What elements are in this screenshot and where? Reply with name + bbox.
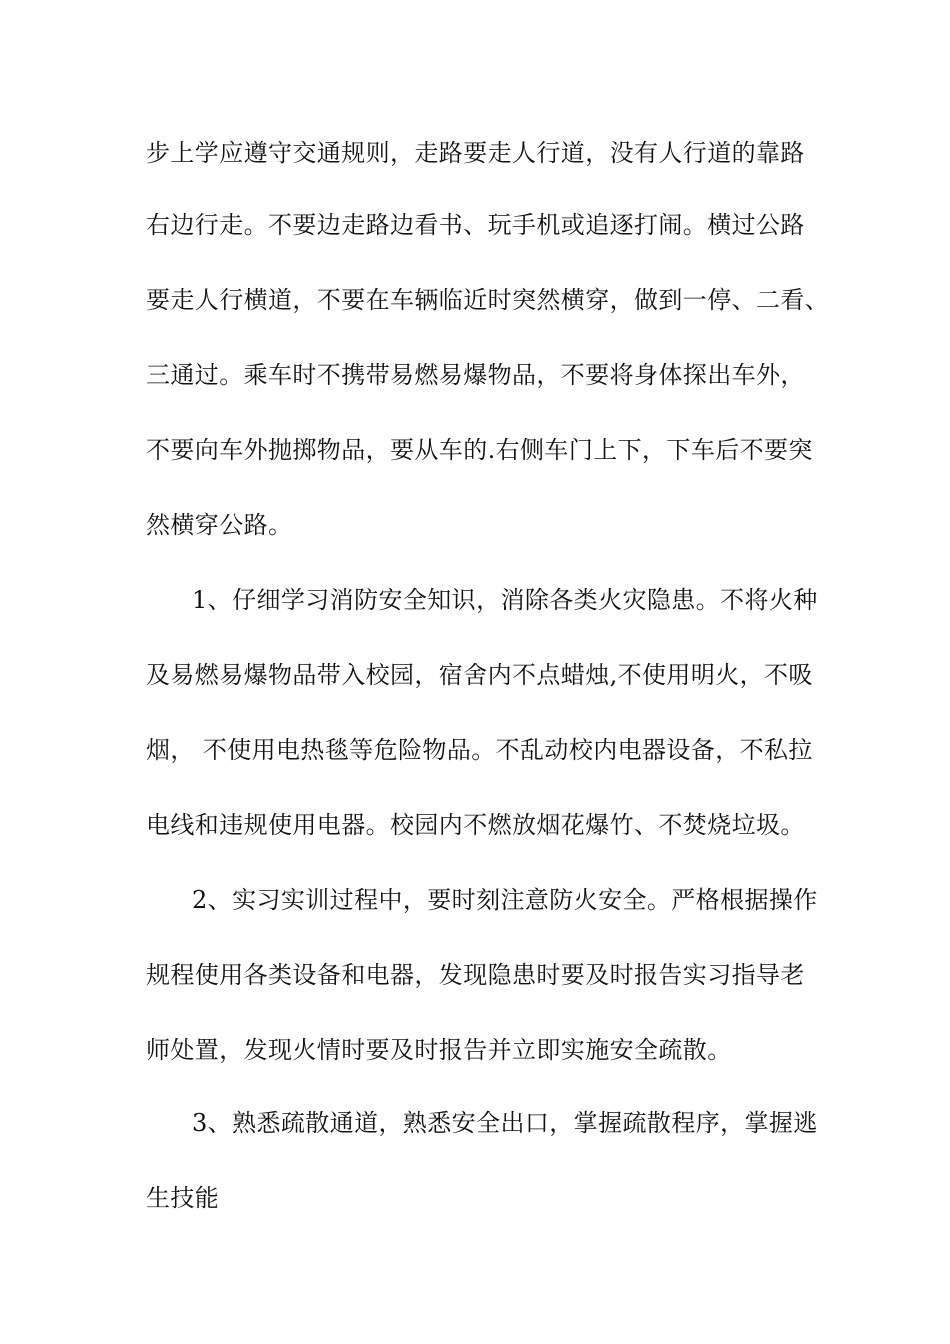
text-line: 及易燃易爆物品带入校园，宿舍内不点蜡烛,不使用明火，不吸 [146, 661, 813, 689]
text-line: 步上学应遵守交通规则，走路要走人行道，没有人行道的靠路 [146, 139, 805, 167]
text-line: 规程使用各类设备和电器，发现隐患时要及时报告实习指导老 [146, 961, 805, 989]
text-line: 烟， 不使用电热毯等危险物品。不乱动校内电器设备，不私拉 [146, 736, 813, 764]
text-line: 要走人行横道，不要在车辆临近时突然横穿，做到一停、二看、 [146, 286, 830, 314]
text-line: 然横穿公路。 [146, 511, 293, 539]
paragraph-start-line: 2、实习实训过程中，要时刻注意防火安全。严格根据操作 [192, 886, 818, 914]
text-line: 右边行走。不要边走路边看书、玩手机或追逐打闹。横过公路 [146, 211, 805, 239]
text-line: 三通过。乘车时不携带易燃易爆物品，不要将身体探出车外， [146, 361, 805, 389]
text-line: 电线和违规使用电器。校园内不燃放烟花爆竹、不焚烧垃圾。 [146, 811, 805, 839]
text-line: 生技能 [146, 1184, 220, 1212]
text-line: 师处置，发现火情时要及时报告并立即实施安全疏散。 [146, 1036, 732, 1064]
paragraph-start-line: 1、仔细学习消防安全知识，消除各类火灾隐患。不将火种 [192, 586, 818, 614]
text-line: 不要向车外抛掷物品，要从车的.右侧车门上下，下车后不要突 [146, 436, 813, 464]
paragraph-start-line: 3、熟悉疏散通道，熟悉安全出口，掌握疏散程序，掌握逃 [192, 1109, 818, 1137]
